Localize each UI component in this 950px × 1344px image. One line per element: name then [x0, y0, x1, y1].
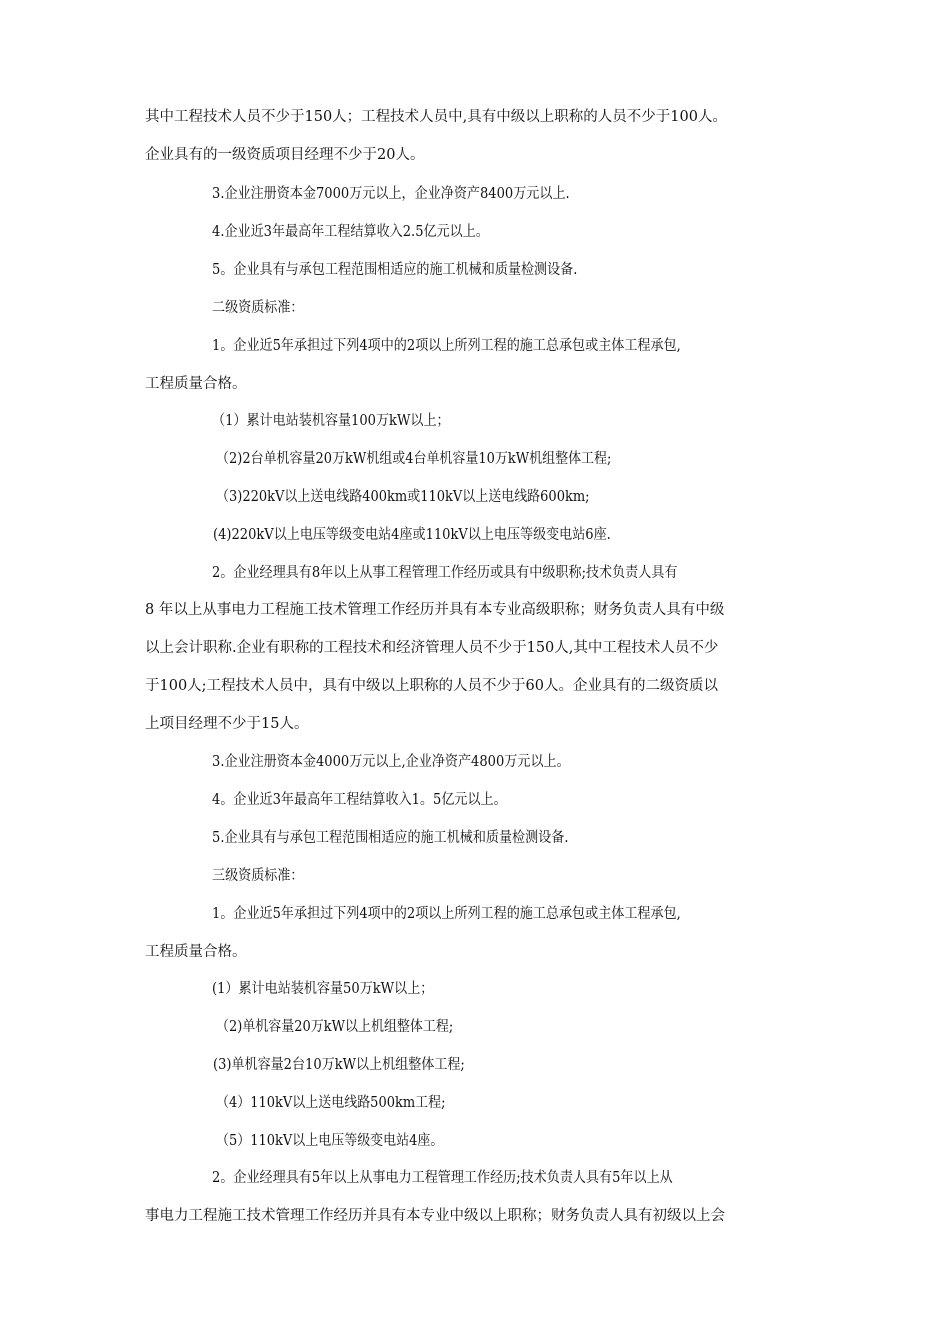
text-line: 1。企业近5年承担过下列4项中的2项以上所列工程的施工总承包或主体工程承包, — [212, 338, 681, 354]
text-line: 工程质量合格。 — [145, 376, 247, 392]
text-line: 4。企业近3年最高年工程结算收入1。5亿元以上。 — [212, 792, 507, 808]
list-item: （1）累计电站装机容量100万kW以上； — [212, 413, 450, 429]
text-line: 企业具有的一级资质项目经理不少于20人。 — [145, 147, 425, 163]
text-line: 5.企业具有与承包工程范围相适应的施工机械和质量检测设备. — [212, 830, 569, 846]
text-line: 事电力工程施工技术管理工作经历并具有本专业中级以上职称；财务负责人具有初级以上会 — [145, 1208, 725, 1224]
text-line: 以上会计职称.企业有职称的工程技术和经济管理人员不少于150人,其中工程技术人员不少 — [145, 640, 719, 656]
text-line: 2。企业经理具有5年以上从事电力工程管理工作经历;技术负责人具有5年以上从 — [212, 1170, 673, 1186]
list-item: (3)单机容量2台10万kW以上机组整体工程; — [213, 1057, 465, 1073]
text-line: 3.企业注册资本金7000万元以上，企业净资产8400万元以上. — [212, 186, 570, 202]
text-line: 上项目经理不少于15人。 — [145, 716, 309, 732]
text-line: 3.企业注册资本金4000万元以上,企业净资产4800万元以上。 — [212, 754, 570, 770]
text-line: 1。企业近5年承担过下列4项中的2项以上所列工程的施工总承包或主体工程承包, — [212, 906, 681, 922]
text-line: 8 年以上从事电力工程施工技术管理工作经历并具有本专业高级职称；财务负责人具有中级 — [145, 602, 725, 618]
text-line: 其中工程技术人员不少于150人；工程技术人员中,具有中级以上职称的人员不少于100人。 — [145, 109, 727, 125]
text-line: 4.企业近3年最高年工程结算收入2.5亿元以上。 — [212, 224, 489, 240]
text-line: 工程质量合格。 — [145, 944, 247, 960]
text-line: 于100人;工程技术人员中，具有中级以上职称的人员不少于60人。企业具有的二级资质以 — [145, 678, 719, 694]
section-heading: 三级资质标准： — [212, 868, 304, 884]
list-item: (4)220kV以上电压等级变电站4座或110kV以上电压等级变电站6座. — [213, 527, 611, 543]
list-item: （2)单机容量20万kW以上机组整体工程; — [216, 1019, 454, 1035]
list-item: （3)220kV以上送电线路400km或110kV以上送电线路600km; — [216, 489, 590, 505]
list-item: （2)2台单机容量20万kW机组或4台单机容量10万kW机组整体工程; — [216, 451, 612, 467]
list-item: (1）累计电站装机容量50万kW以上； — [212, 981, 434, 997]
section-heading: 二级资质标准： — [212, 300, 304, 316]
list-item: （4）110kV以上送电线路500km工程; — [216, 1095, 446, 1111]
list-item: （5）110kV以上电压等级变电站4座。 — [216, 1133, 444, 1149]
text-line: 2。企业经理具有8年以上从事工程管理工作经历或具有中级职称;技术负责人具有 — [212, 565, 678, 581]
text-line: 5。企业具有与承包工程范围相适应的施工机械和质量检测设备. — [212, 262, 578, 278]
